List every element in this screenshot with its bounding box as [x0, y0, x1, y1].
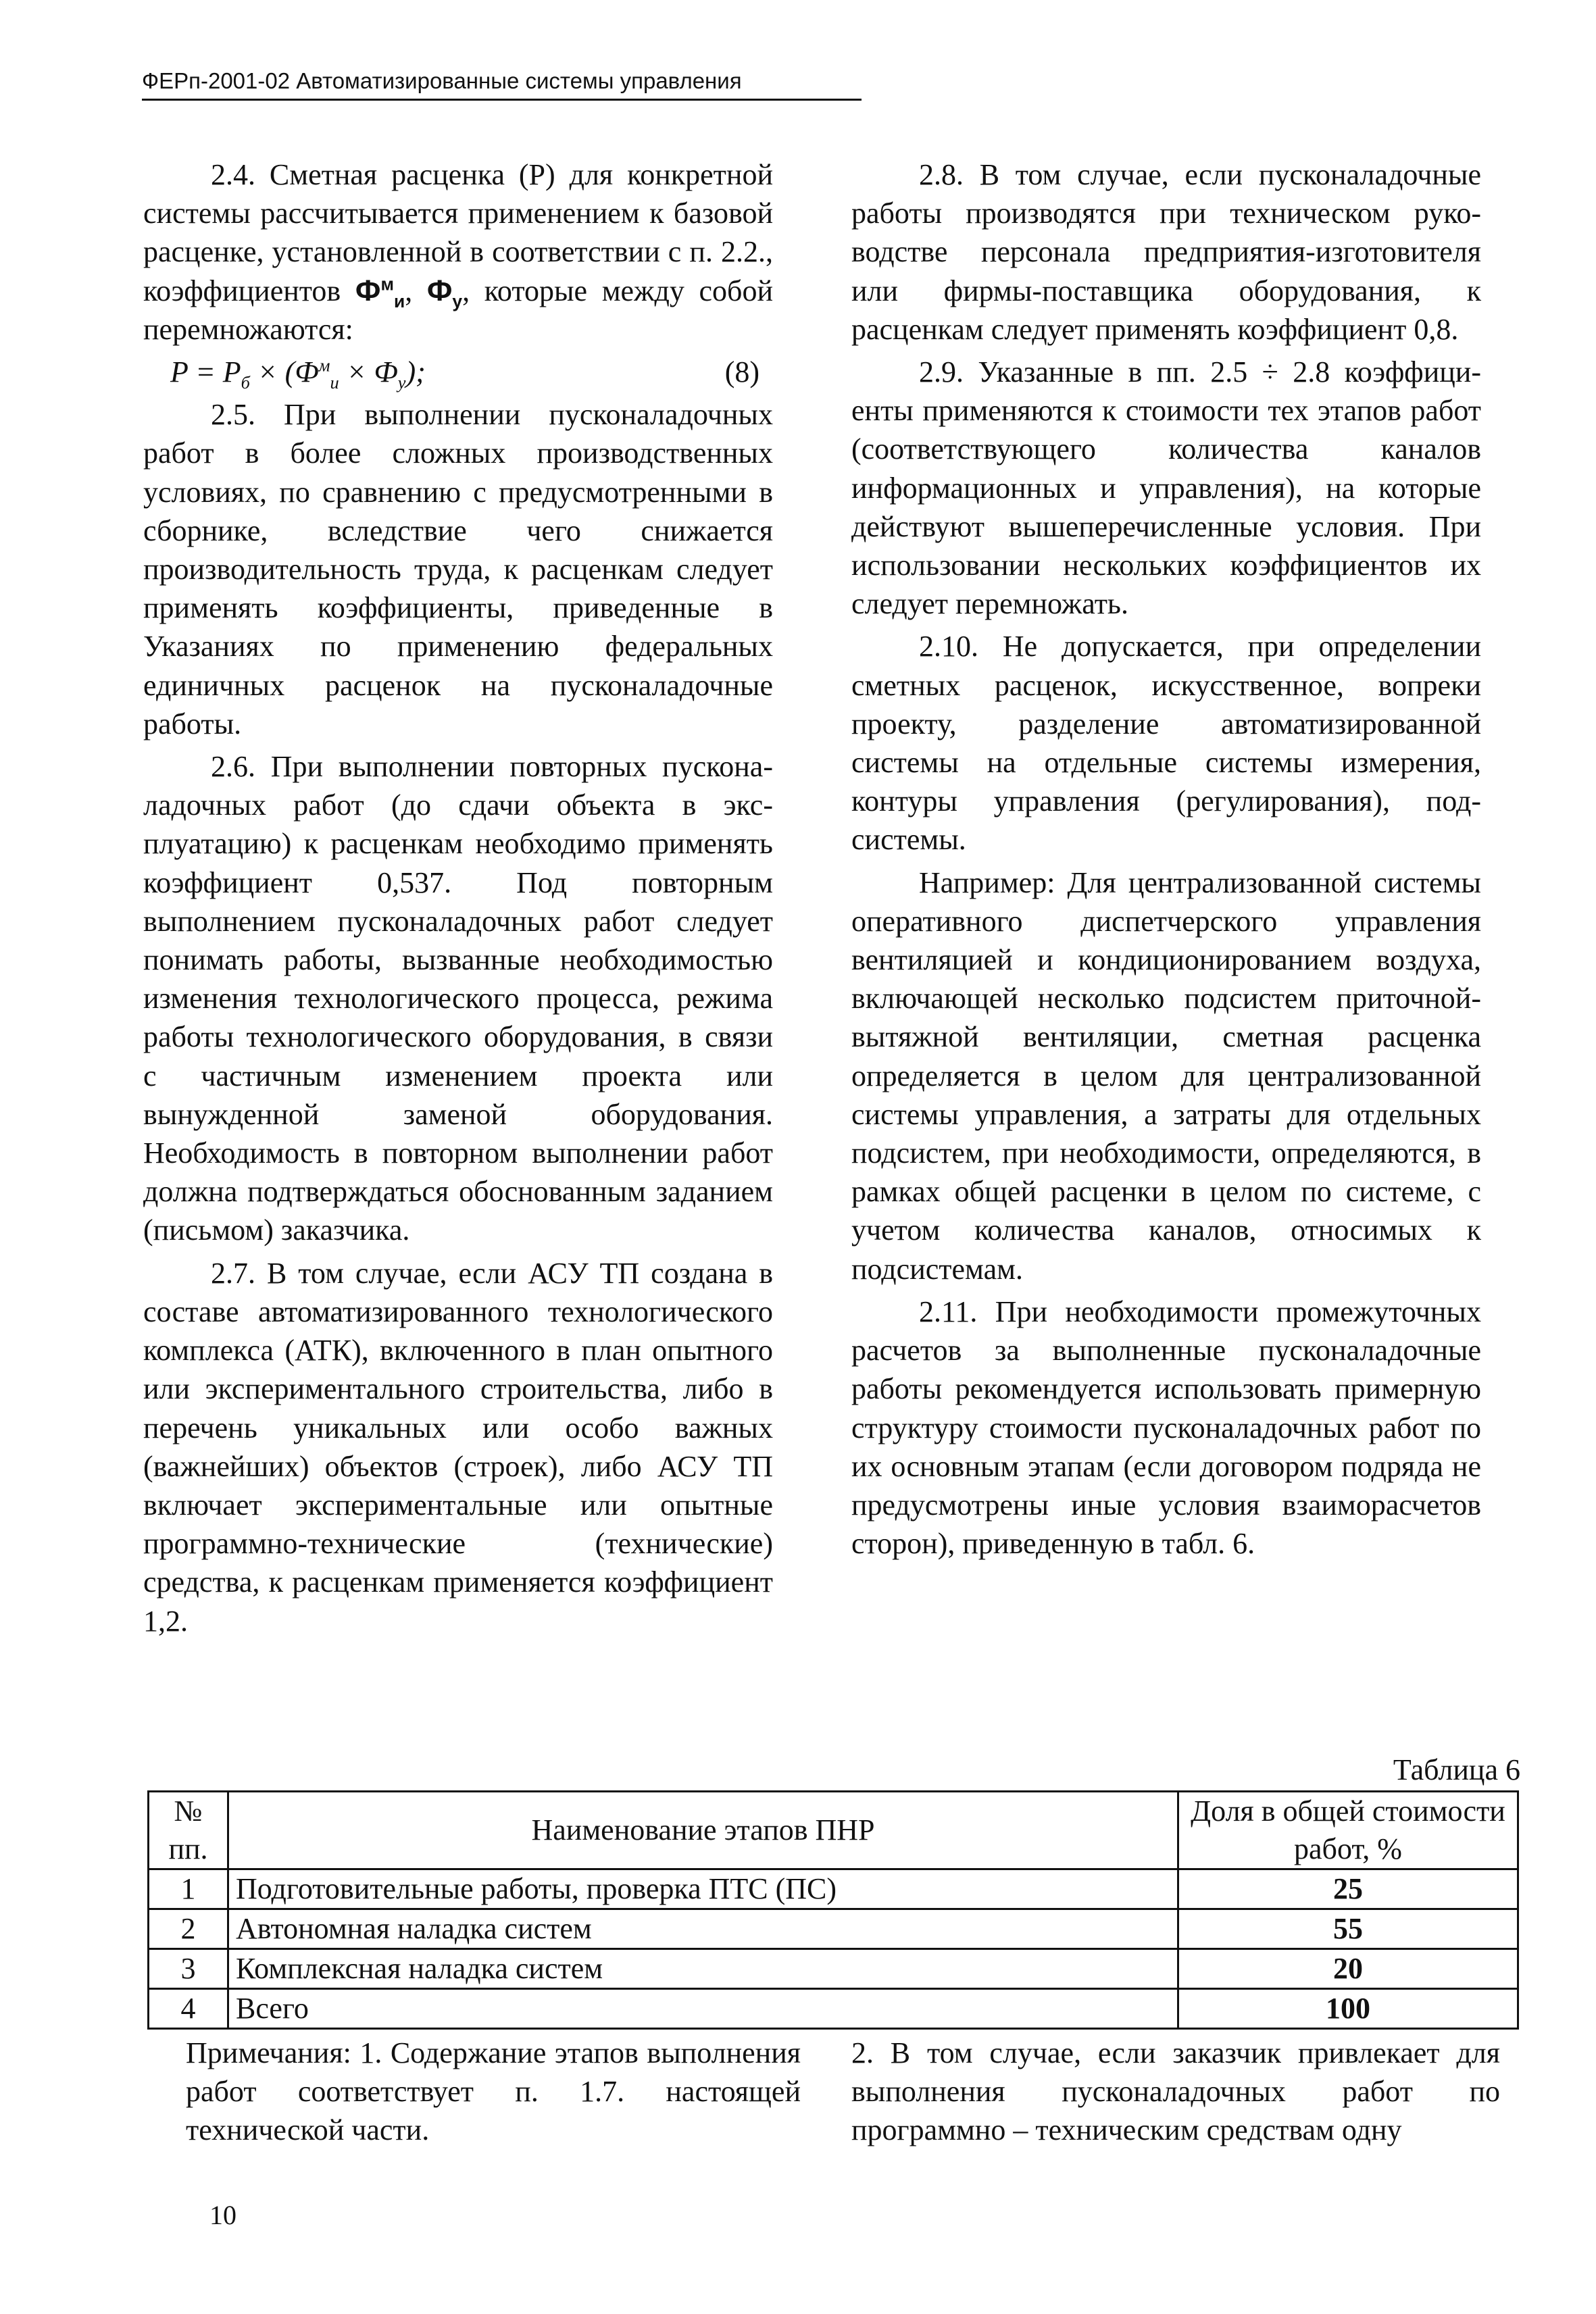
note-2: 2. В том случае, если заказчик привлекает для выполнения пусконаладочных работ по программно – техническим средствам одну [851, 2036, 1500, 2146]
table-header-row [149, 1792, 1518, 1869]
paragraph-2-11: 2.11. При необходимости промежуточных расчетов за выполненные пусконаладочные работы рекомендуется использовать примерную структуру стоимости пусконаладочных работ по их основным этапам (если договором подряда не предусмотрены иные условия взаиморасчетов сторон), приведенную в табл. 6. [851, 1294, 1481, 1561]
paragraph-2-5: 2.5. При выполнении пусконаладочных работ в более сложных производственных условиях, по сравнению с предусмотренными в сборнике, вследствие чего снижается производительность труда, к расценкам следует применять коэффициенты, приведенные в Указаниях по применению федеральных единичных расценок на пусконаладочные работы. [143, 398, 773, 740]
table-row [149, 1989, 1518, 2029]
right-column [851, 155, 1481, 1567]
page-number: 10 [209, 2200, 236, 2230]
row-share: 55 [1178, 1909, 1518, 1949]
left-column [143, 155, 773, 1644]
paragraph-2-4: 2.4. Сметная расценка (Р) для конкретной системы рассчитывается применением к базовой расценке, установленной в соответствии с п. 2.2., коэффициентов $Ф^м_и$, $Ф_у$, которые между собой перемножаются: [143, 158, 773, 346]
running-header: ФЕРп-2001-02 Автоматизированные системы управления [142, 68, 742, 93]
row-number: 3 [149, 1949, 228, 1989]
row-share: 100 [1178, 1989, 1518, 2029]
row-stage-name: Комплексная наладка систем [228, 1949, 1178, 1989]
row-share: 25 [1178, 1869, 1518, 1909]
row-number: 1 [149, 1869, 228, 1909]
header-divider [142, 99, 862, 101]
table-caption: Таблица 6 [1393, 1753, 1520, 1786]
header-number: № пп. [149, 1792, 228, 1869]
formula-number: (8) [724, 355, 759, 389]
paragraph-2-6: 2.6. При выполнении повторных пусконаладочных работ (до сдачи объекта в эксплуатацию) к расценкам необходимо применять коэффициент 0,537. Под повторным выполнением пусконаладочных работ следует понимать работы, вызванные необходимостью изменения технологического процесса, режима работы технологического оборудования, в связи с частичным изменением проекта или вынужденной заменой оборудования. Необходимость в повторном выполнении работ должна подтверждаться обоснованным заданием (письмом) заказчика. [143, 750, 773, 1247]
paragraph-2-8: 2.8. В том случае, если пусконаладочные работы производятся при техническом руководстве персонала предприятия-изготовителя или фирмы-поставщика оборудования, к расценкам следует применять коэффициент 0,8. [851, 158, 1481, 346]
row-share: 20 [1178, 1949, 1518, 1989]
table-row [149, 1949, 1518, 1989]
table-row [149, 1869, 1518, 1909]
paragraph-2-7: 2.7. В том случае, если АСУ ТП создана в составе автоматизированного технологического комплекса (АТК), включенного в план опытного или экспериментального строительства, либо в перечень уникальных или особо важных (важнейших) объектов (строек), либо АСУ ТП включает экспериментальные или опытные программно-технические (технические) средства, к расценкам применяется коэффициент 1,2. [143, 1256, 773, 1638]
row-stage-name: Всего [228, 1989, 1178, 2029]
row-number: 4 [149, 1989, 228, 2029]
formula-8 [143, 353, 773, 391]
coefficient-fy: $Ф_у$ [426, 274, 463, 311]
table-row [149, 1909, 1518, 1949]
row-stage-name: Автономная наладка систем [228, 1909, 1178, 1949]
note-1: Примечания: 1. Содержание этапов выполнения работ соответствует п. 1.7. настоящей технической части. [186, 2036, 801, 2146]
paragraph-2-9: 2.9. Указанные в пп. 2.5 ÷ 2.8 коэффициенты применяются к стоимости тех этапов работ (соответствующего количества каналов информационных и управления), на которые действуют вышеперечисленные условия. При использовании нескольких коэффициентов их следует перемножать. [851, 355, 1481, 621]
paragraph-2-4-text: 2.4. Сметная расценка (Р) для конкретной системы рассчитывается применением к базовой расценке, установленной в соответствии с п. 2.2., коэффициентов [143, 158, 773, 307]
formula-body: $P = P_б \times (Ф^м_и \times Ф_у)$; [170, 355, 426, 393]
header-stage-name: Наименование этапов ПНР [228, 1792, 1178, 1869]
paragraph-2-10: 2.10. Не допускается, при определении сметных расценок, искусственное, вопреки проекту, разделение автоматизированной системы на отдельные системы измерения, контуры управления (регулирования), подсистемы. [851, 630, 1481, 857]
paragraph-2-4-end: , которые между собой перемножаются: [143, 274, 773, 346]
row-number: 2 [149, 1909, 228, 1949]
header-share: Доля в общей стоимости работ, % [1178, 1792, 1518, 1869]
paragraph-example: Например: Для централизованной системы оперативного диспетчерского управления вентиляцией и кондиционированием воздуха, включающей несколько подсистем приточной-вытяжной вентиляции, сметная расценка определяется в целом для централизованной системы управления, а затраты для отдельных подсистем, при необходимости, определяются, в рамках общей расценки в целом по системе, с учетом количества каналов, относимых к подсистемам. [851, 865, 1481, 1286]
row-stage-name: Подготовительные работы, проверка ПТС (ПС) [228, 1869, 1178, 1909]
stages-table [147, 1790, 1519, 2030]
coefficient-fm: $Ф^м_и$ [355, 273, 405, 311]
